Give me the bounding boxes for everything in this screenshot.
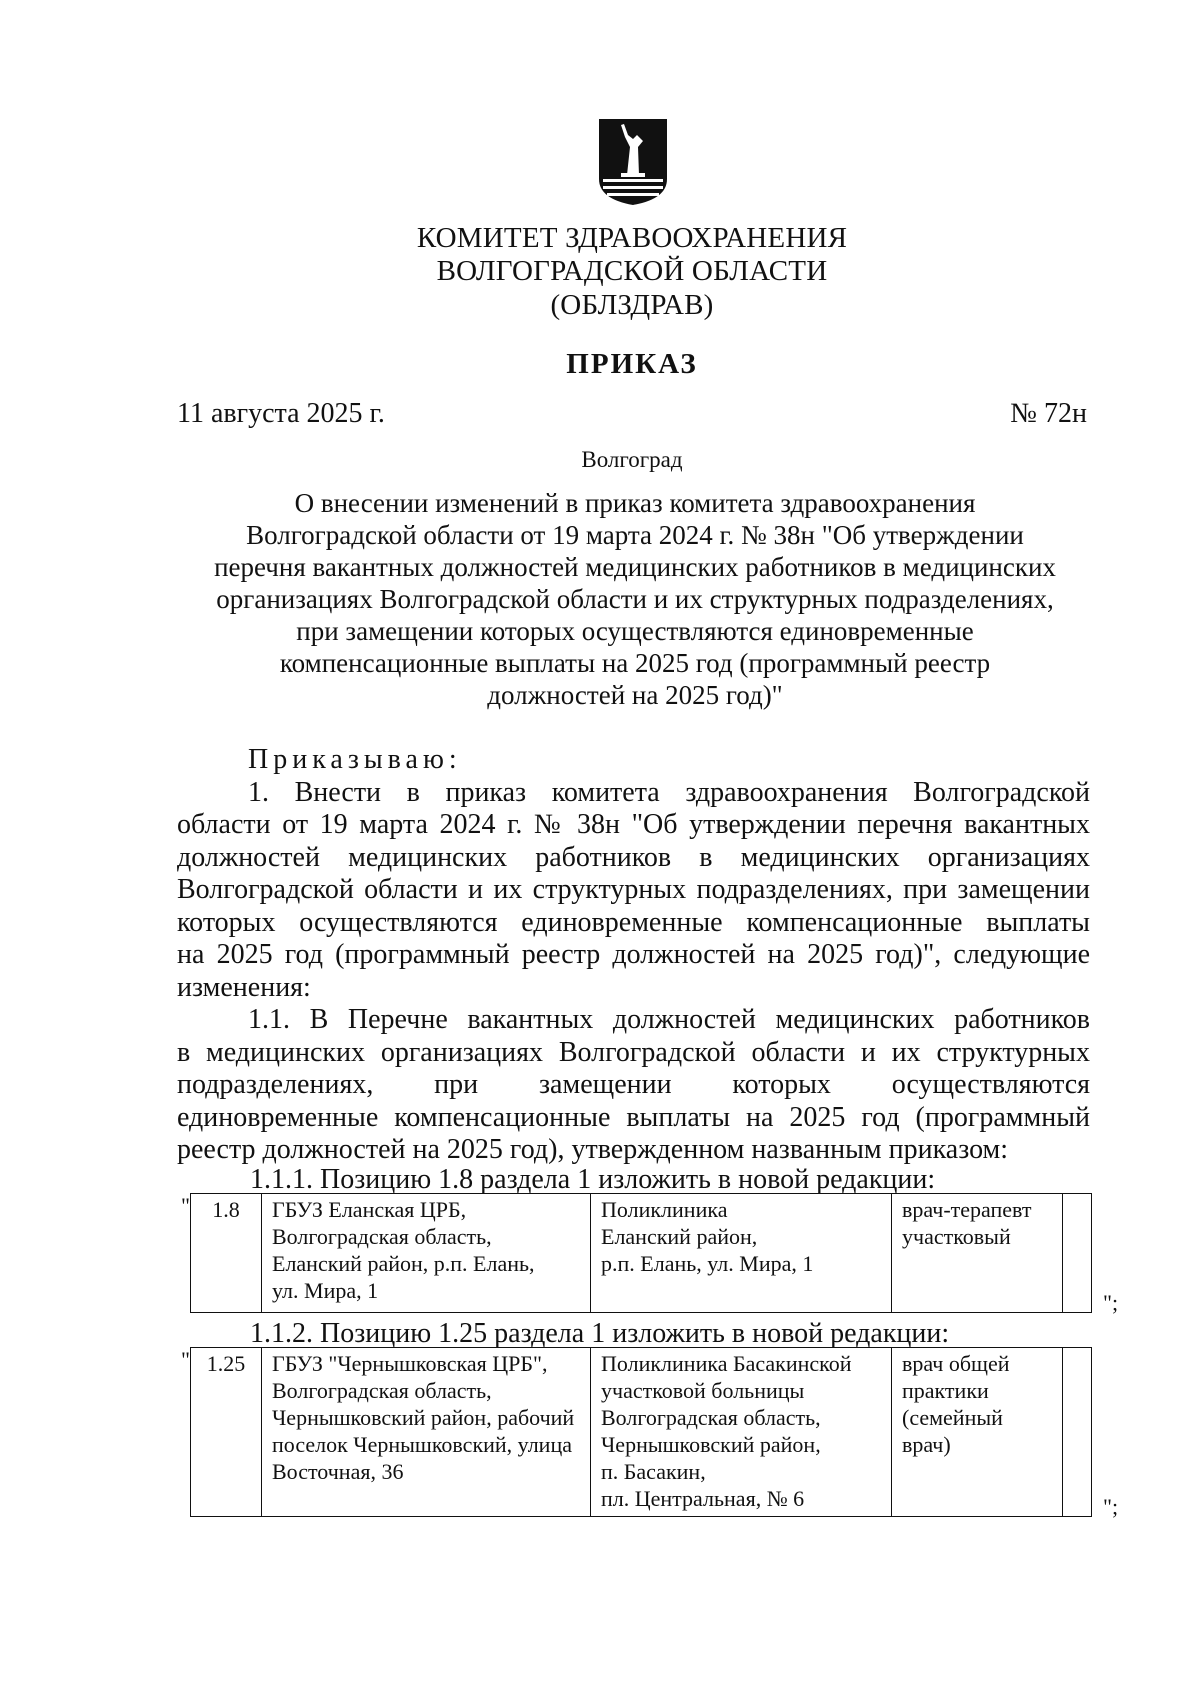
cell-line: участковый: [902, 1224, 1011, 1249]
paragraph-line: Волгоградской области и их структурных подразделениях, при замещении: [177, 874, 1090, 905]
close-quote: ";: [1103, 1290, 1119, 1315]
position-number: 1.25: [191, 1348, 262, 1517]
title-line: при замещении которых осуществляются единовременные: [296, 616, 974, 646]
cell-line: Еланский район,: [601, 1224, 758, 1249]
title-line: Волгоградской области от 19 марта 2024 г. № 38н "Об утверждении: [246, 520, 1024, 550]
paragraph-line: 1. Внести в приказ комитета здравоохранения Волгоградской: [248, 776, 1090, 808]
order-word: Приказываю:: [248, 744, 462, 775]
paragraph-line: 1.1. В Перечне вакантных должностей медицинских работников: [248, 1004, 1090, 1035]
cell-line: Волгоградская область,: [272, 1378, 492, 1403]
cell-line: ГБУЗ Еланская ЦРБ,: [272, 1197, 467, 1222]
org-name-line1: КОМИТЕТ ЗДРАВООХРАНЕНИЯ: [416, 222, 848, 254]
document-type: ПРИКАЗ: [566, 348, 698, 380]
cell-line: врач): [902, 1432, 951, 1457]
document-date: 11 августа 2025 г.: [177, 398, 385, 429]
org-name-line2: ВОЛГОГРАДСКОЙ ОБЛАСТИ: [436, 255, 828, 287]
paragraph-line: реестр должностей на 2025 год), утвержденном названным приказом:: [177, 1134, 1009, 1165]
cell-line: Волгоградская область,: [601, 1405, 821, 1430]
document-title: [180, 487, 1090, 711]
position-table-1-8: [190, 1193, 1092, 1313]
paragraph-line: области от 19 марта 2024 г. № 38н "Об утверждении перечня вакантных: [177, 809, 1090, 840]
cell-line: Поликлиника Басакинской: [601, 1351, 852, 1376]
position-cell: [892, 1348, 1063, 1517]
table-row: [191, 1348, 1092, 1517]
paragraph-line: в медицинских организациях Волгоградской области и их структурных: [177, 1036, 1090, 1068]
document-number: № 72н: [1010, 398, 1087, 429]
cell-line: поселок Чернышковский, улица: [272, 1432, 572, 1457]
document-city: Волгоград: [581, 447, 683, 472]
title-line: перечня вакантных должностей медицинских работников в медицинских: [214, 552, 1056, 582]
order-body: [177, 744, 1090, 1167]
paragraph-line: изменения:: [177, 971, 311, 1003]
cell-line: Чернышковский район, рабочий: [272, 1405, 575, 1430]
open-quote: ": [181, 1193, 190, 1218]
organization-cell: [262, 1194, 591, 1313]
subitem-1-1-1: 1.1.1. Позицию 1.8 раздела 1 изложить в новой редакции:: [250, 1164, 936, 1195]
cell-line: п. Басакин,: [601, 1459, 706, 1484]
empty-cell: [1063, 1194, 1092, 1313]
cell-line: практики: [902, 1378, 989, 1403]
position-table-1-25: [190, 1347, 1092, 1517]
organization-cell: [262, 1348, 591, 1517]
cell-line: р.п. Елань, ул. Мира, 1: [601, 1251, 814, 1276]
cell-line: Еланский район, р.п. Елань,: [272, 1251, 535, 1276]
title-line: должностей на 2025 год)": [487, 680, 783, 710]
cell-line: врач общей: [902, 1351, 1010, 1376]
paragraph-line: на 2025 год (программный реестр должностей на 2025 год)", следующие: [177, 939, 1090, 970]
position-number: 1.8: [191, 1194, 262, 1313]
close-quote: ";: [1103, 1494, 1119, 1519]
cell-line: ул. Мира, 1: [272, 1278, 379, 1303]
cell-line: Волгоградская область,: [272, 1224, 492, 1249]
org-abbreviation: (ОБЛЗДРАВ): [550, 289, 714, 321]
table-row: [191, 1194, 1092, 1313]
volgograd-coat-of-arms-icon: [597, 117, 669, 209]
cell-line: Поликлиника: [601, 1197, 728, 1222]
paragraph-line: должностей медицинских работников в медицинских организациях: [177, 841, 1090, 873]
cell-line: Восточная, 36: [272, 1459, 404, 1484]
subdivision-cell: [591, 1348, 892, 1517]
empty-cell: [1063, 1348, 1092, 1517]
subdivision-cell: [591, 1194, 892, 1313]
position-cell: [892, 1194, 1063, 1313]
cell-line: (семейный: [902, 1405, 1003, 1430]
cell-line: Чернышковский район,: [601, 1432, 821, 1457]
cell-line: пл. Центральная, № 6: [601, 1486, 805, 1511]
cell-line: врач-терапевт: [902, 1197, 1032, 1222]
title-line: организациях Волгоградской области и их структурных подразделениях,: [216, 584, 1054, 614]
open-quote: ": [181, 1347, 190, 1372]
paragraph-line: подразделениях, при замещении которых осуществляются: [177, 1069, 1090, 1100]
cell-line: участковой больницы: [601, 1378, 805, 1403]
title-line: О внесении изменений в приказ комитета здравоохранения: [294, 488, 976, 518]
paragraph-line: которых осуществляются единовременные компенсационные выплаты: [177, 906, 1090, 938]
title-line: компенсационные выплаты на 2025 год (программный реестр: [279, 648, 991, 678]
cell-line: ГБУЗ "Чернышковская ЦРБ",: [272, 1351, 548, 1376]
paragraph-line: единовременные компенсационные выплаты на 2025 год (программный: [177, 1101, 1090, 1133]
subitem-1-1-2: 1.1.2. Позицию 1.25 раздела 1 изложить в новой редакции:: [250, 1318, 950, 1349]
